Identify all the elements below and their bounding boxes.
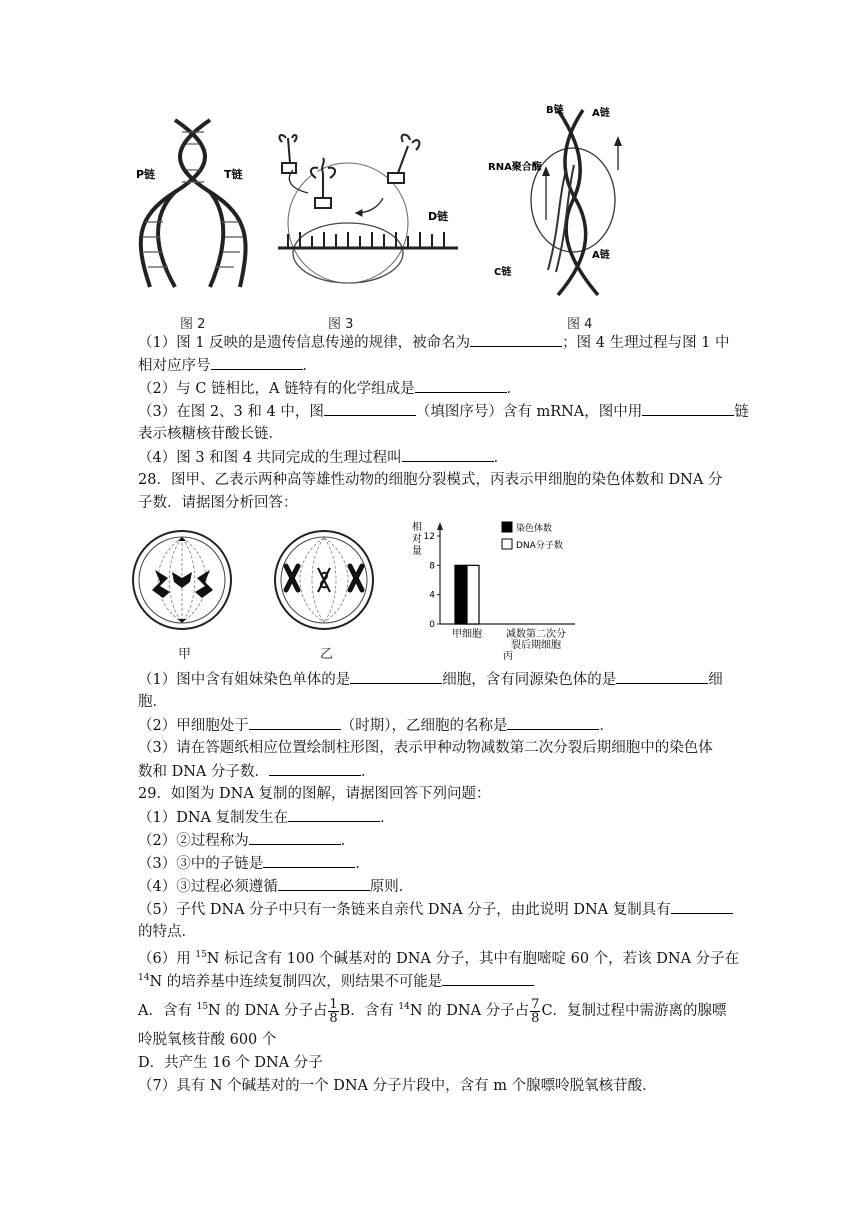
answer-blank[interactable]	[402, 447, 494, 462]
q27-line-1: （1）图 1 反映的是遗传信息传递的规律，被命名为 ；图 4 生理过程与图 1 中	[138, 332, 730, 353]
legend-label: DNA分子数	[516, 541, 563, 551]
chart-sub-label: 丙	[503, 651, 513, 662]
fraction-one-eighth: $\frac{1}{8}$	[329, 996, 338, 1026]
y-tick-label: 12	[423, 532, 435, 542]
figure-3-caption: 图 3	[328, 317, 354, 332]
label-c-chain: C链	[494, 267, 512, 278]
cell-jia-diagram	[130, 528, 235, 633]
answer-blank[interactable]	[269, 761, 361, 776]
q29-options-abc: A．含有 $^{15}$N 的 DNA 分子占 $\frac{1}{8}$ B．含有 $^{14}$N 的 DNA 分子占 $\frac{7}{8}$ C．复制过程中需游离的腺嘌	[138, 996, 727, 1026]
answer-blank[interactable]	[616, 669, 708, 684]
q29-line-4: （3）③中的子链是 ．	[138, 853, 370, 874]
q28-line-3: （1）图中含有姐妹染色单体的是 细胞，含有同源染色体的是 细	[138, 669, 723, 690]
bar-染色体数	[455, 565, 467, 624]
y-axis-arrow	[437, 522, 443, 530]
chart-bing	[410, 516, 580, 666]
figure-3-translation	[268, 128, 468, 293]
q29-line-1: 29．如图为 DNA 复制的图解，请据图回答下列问题：	[138, 786, 491, 802]
label-a-chain-top: A链	[592, 108, 610, 119]
answer-blank[interactable]	[350, 669, 442, 684]
fraction-seven-eighths: $\frac{7}{8}$	[531, 996, 540, 1026]
figure-2-caption: 图 2	[180, 317, 206, 332]
y-tick-label: 4	[429, 590, 435, 601]
y-axis-label	[412, 520, 422, 557]
q27-line-4: （3）在图 2、3 和 4 中，图 （填图序号）含有 mRNA，图中用 链	[138, 401, 749, 422]
label-p-chain: P链	[136, 168, 156, 181]
category-label: 裂后期细胞	[511, 640, 561, 651]
answer-blank[interactable]	[507, 715, 599, 730]
figure-4-transcription	[488, 100, 638, 300]
label-t-chain: T链	[224, 168, 243, 181]
answer-blank[interactable]	[470, 332, 562, 347]
label-a-chain-bottom: A链	[592, 250, 610, 261]
y-label-char: 相	[412, 522, 422, 533]
y-tick-label: 8	[429, 561, 435, 572]
q28-line-6: （3）请在答题纸相应位置绘制柱形图，表示甲种动物减数第二次分裂后期细胞中的染色体	[138, 740, 713, 756]
category-label: 减数第二次分	[506, 629, 566, 640]
q29-line-5: （4）③过程必须遵循 原则．	[138, 876, 413, 897]
y-label-char: 对	[412, 534, 422, 545]
q29-line-2: （1）DNA 复制发生在 ．	[138, 807, 395, 828]
q29-line-13: （7）具有 N 个碱基对的一个 DNA 分子片段中，含有 m 个腺嘌呤脱氧核苷酸．	[138, 1078, 657, 1094]
answer-blank[interactable]	[249, 830, 341, 845]
label-rna-polymerase: RNA聚合酶	[488, 162, 542, 173]
q29-line-3: （2）②过程称为 ．	[138, 830, 355, 851]
answer-blank[interactable]	[249, 715, 341, 730]
category-label: 甲细胞	[452, 629, 482, 640]
answer-blank[interactable]	[671, 899, 733, 914]
label-d-chain: D链	[428, 210, 449, 223]
answer-blank[interactable]	[278, 876, 370, 891]
bar-DNA分子数	[467, 565, 479, 624]
q27-line-5: 表示核糖核苷酸长链．	[138, 426, 283, 442]
q28-line-5: （2）甲细胞处于 （时期），乙细胞的名称是 ．	[138, 715, 614, 736]
answer-blank[interactable]	[324, 401, 416, 416]
answer-blank[interactable]	[415, 378, 507, 393]
y-label-char: 量	[412, 546, 422, 557]
q29-line-8: （6）用 $^{15}$N 标记含有 100 个碱基对的 DNA 分子，其中有胞嘧啶 60 个，若该 DNA 分子在	[138, 950, 740, 967]
q28-line-1: 28．图甲、乙表示两种高等雄性动物的细胞分裂模式，丙表示甲细胞的染色体数和 DNA 分	[138, 472, 723, 488]
label-b-chain: B链	[546, 105, 564, 116]
figure-2-dna-helix	[130, 112, 260, 292]
q28-line-2: 子数．请据图分析回答：	[138, 495, 298, 511]
figure-4-caption: 图 4	[567, 317, 593, 332]
q29-line-11: 呤脱氧核苷酸 600 个	[138, 1032, 277, 1048]
cell-yi-label: 乙	[320, 647, 334, 662]
legend-swatch	[502, 522, 512, 532]
answer-blank[interactable]	[442, 971, 534, 986]
q29-line-9: $^{14}$N 的培养基中连续复制四次，则结果不可能是	[138, 968, 534, 992]
q27-line-6: （4）图 3 和图 4 共同完成的生理过程叫 ．	[138, 447, 508, 468]
legend-swatch	[502, 539, 512, 549]
q27-line-2: 相对应序号 ．	[138, 355, 317, 376]
legend-label: 染色体数	[516, 524, 553, 534]
q28-line-4: 胞．	[138, 694, 167, 710]
q29-line-6: （5）子代 DNA 分子中只有一条链来自亲代 DNA 分子，由此说明 DNA 复制具有	[138, 899, 733, 920]
q29-option-d: D．共产生 16 个 DNA 分子	[138, 1055, 323, 1071]
answer-blank[interactable]	[288, 807, 380, 822]
q29-line-7: 的特点．	[138, 924, 196, 940]
q27-line-3: （2）与 C 链相比，A 链特有的化学组成是 ．	[138, 378, 521, 399]
cell-yi-diagram	[272, 528, 377, 633]
q28-line-7: 数和 DNA 分子数． ．	[138, 761, 376, 782]
answer-blank[interactable]	[263, 853, 355, 868]
y-tick-label: 0	[429, 620, 435, 630]
cell-jia-label: 甲	[178, 647, 192, 662]
answer-blank[interactable]	[642, 401, 734, 416]
answer-blank[interactable]	[211, 355, 303, 370]
